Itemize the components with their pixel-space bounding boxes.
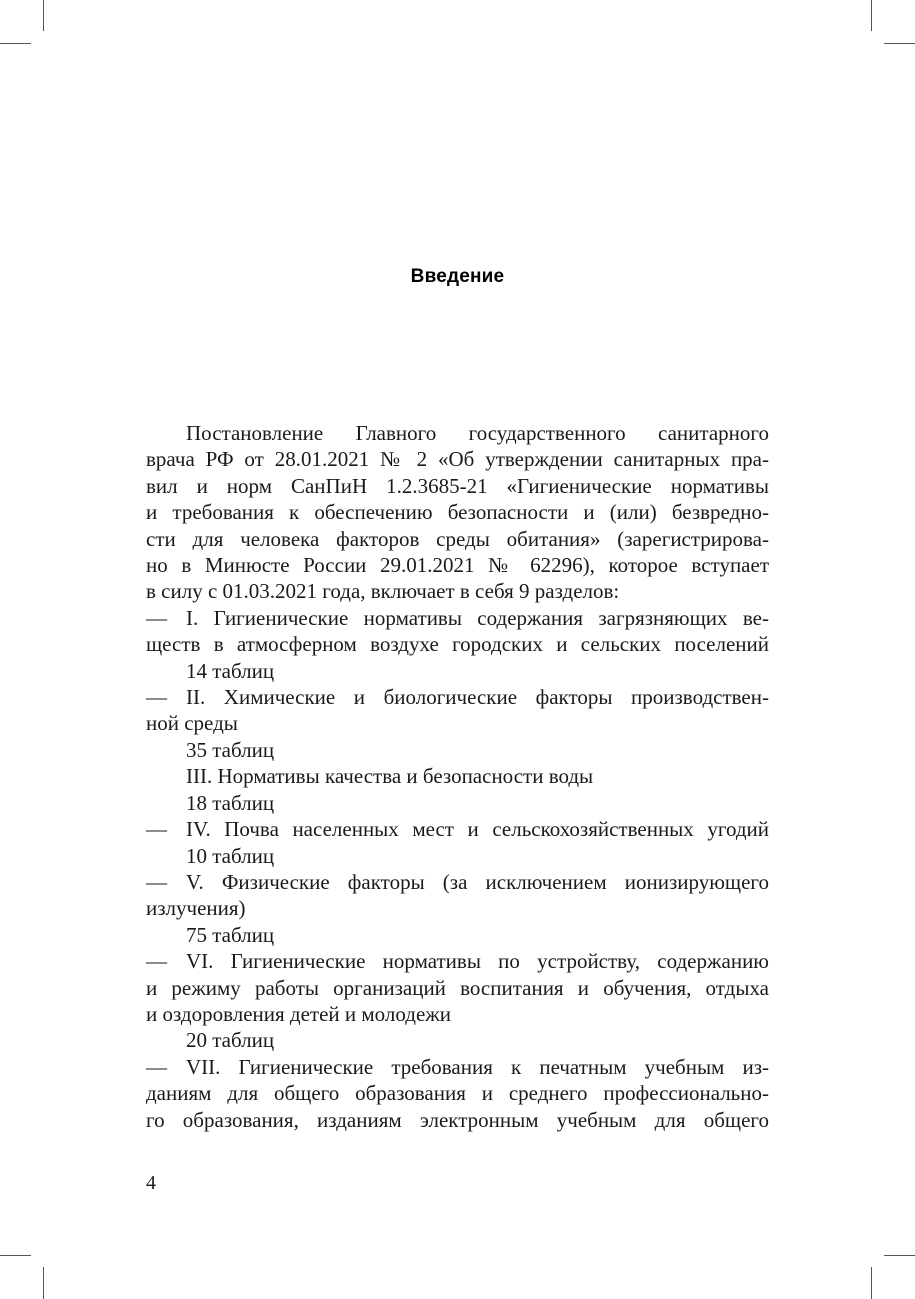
page-title: Введение — [410, 266, 505, 287]
text-line: и оздоровления детей и молодежи — [146, 1001, 452, 1026]
page-number: 4 — [146, 1172, 156, 1194]
text-line-content: I. Гигиенические нормативы содержания загрязняющих ве- — [186, 605, 769, 630]
text-line: сти для человека факторов среды обитания» (зарегистрирова- — [146, 526, 769, 551]
text-line: даниям для общего образования и среднего профессионально- — [146, 1081, 769, 1106]
text-line: 35 таблиц — [186, 737, 275, 762]
text-line-content: VI. Гигиенические нормативы по устройству, содержанию — [186, 949, 769, 974]
text-line: 75 таблиц — [186, 922, 275, 947]
crop-mark-top-left-vertical — [43, 0, 44, 31]
list-dash: — — [146, 869, 167, 894]
list-dash: — — [146, 685, 167, 710]
text-line: го образования, изданиям электронным учебным для общего — [146, 1107, 769, 1132]
crop-mark-bottom-left-vertical — [43, 1267, 44, 1299]
text-line: врача РФ от 28.01.2021 № 2 «Об утверждении санитарных пра- — [146, 447, 769, 472]
text-line-content: II. Химические и биологические факторы производствен- — [186, 685, 769, 710]
text-line: и требования к обеспечению безопасности и (или) безвредно- — [146, 500, 769, 525]
crop-mark-top-right-horizontal — [884, 43, 915, 44]
text-line: и режиму работы организаций воспитания и обучения, отдыха — [146, 975, 769, 1000]
text-line — [146, 869, 769, 895]
text-line — [146, 684, 769, 710]
text-line: ной среды — [146, 711, 238, 736]
text-line: излучения) — [146, 896, 246, 921]
text-line: 18 таблиц — [186, 790, 275, 815]
text-line-content: V. Физические факторы (за исключением ионизирующего — [186, 869, 769, 894]
crop-mark-bottom-left-horizontal — [0, 1255, 31, 1256]
text-line-content: IV. Почва населенных мест и сельскохозяйственных угодий — [186, 817, 769, 842]
crop-mark-top-left-horizontal — [0, 43, 31, 44]
text-line: 10 таблиц — [186, 843, 275, 868]
text-line: ществ в атмосферном воздухе городских и сельских поселений — [146, 632, 769, 657]
crop-mark-bottom-right-vertical — [871, 1267, 872, 1299]
text-line — [146, 948, 769, 974]
text-line: но в Минюсте России 29.01.2021 № 62296), которое вступает — [146, 553, 769, 578]
body-text — [146, 420, 769, 1133]
text-line — [146, 1054, 769, 1080]
list-dash: — — [146, 949, 167, 974]
text-line: вил и норм СанПиН 1.2.3685-21 «Гигиенические нормативы — [146, 473, 769, 498]
list-dash: — — [146, 1054, 167, 1079]
text-line — [146, 605, 769, 631]
text-line-content: VII. Гигиенические требования к печатным учебным из- — [186, 1054, 769, 1079]
crop-mark-bottom-right-horizontal — [884, 1255, 915, 1256]
text-line: III. Нормативы качества и безопасности воды — [186, 764, 594, 789]
text-line — [146, 816, 769, 842]
text-line: 20 таблиц — [186, 1028, 275, 1053]
crop-mark-top-right-vertical — [871, 0, 872, 31]
list-dash: — — [146, 817, 167, 842]
text-line: Постановление Главного государственного санитарного — [186, 421, 769, 445]
text-line: в силу с 01.03.2021 года, включает в себя 9 разделов: — [146, 579, 620, 604]
text-line: 14 таблиц — [186, 658, 275, 683]
list-dash: — — [146, 605, 167, 630]
